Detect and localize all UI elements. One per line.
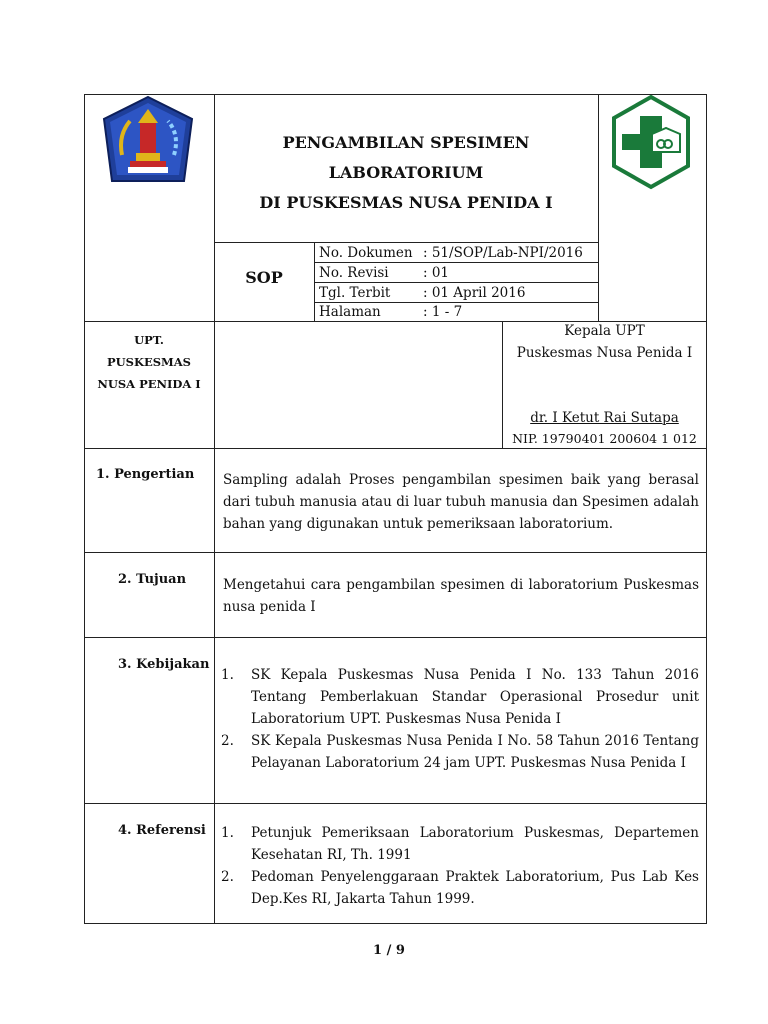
org-name (84, 329, 214, 395)
list-text: SK Kepala Puskesmas Nusa Penida I No. 58 Tahun 2016 Tentang Pelayanan Laboratorium 24 jam UPT. Puskesmas Nusa Penida I (251, 733, 699, 771)
title-divider (214, 242, 598, 243)
signature-column-divider (502, 321, 503, 449)
label-column-divider (214, 94, 215, 924)
meta-value: : 1 - 7 (423, 304, 463, 320)
meta-key: Halaman (319, 304, 381, 320)
kebijakan-bottom-line (84, 803, 706, 804)
org-line-1: UPT. (134, 333, 164, 347)
regency-emblem-icon (100, 95, 196, 187)
title-line-2: LABORATORIUM (328, 163, 484, 182)
list-item (221, 730, 699, 774)
tujuan-bottom-line (84, 637, 706, 638)
meta-row-dokumen (319, 244, 583, 262)
table-border-right (706, 94, 707, 924)
section-text-tujuan: Mengetahui cara pengambilan spesimen di laboratorium Puskesmas nusa penida I (223, 577, 699, 615)
meta-key: No. Revisi (319, 265, 389, 281)
sop-label: SOP (245, 268, 283, 287)
signature-bottom-line (84, 448, 706, 449)
meta-value: : 51/SOP/Lab-NPI/2016 (423, 245, 583, 261)
title-line-3: DI PUSKESMAS NUSA PENIDA I (259, 193, 553, 212)
section-label-referensi: 4. Referensi (118, 823, 206, 838)
meta-row-revisi (319, 264, 449, 282)
meta-value: : 01 (423, 265, 450, 281)
section-text-pengertian: Sampling adalah Proses pengambilan spesimen baik yang berasal dari tubuh manusia atau di luar tubuh manusia dan Spesimen adalah bahan yang digunakan untuk pemeriksaan laboratorium. (223, 472, 699, 532)
list-item (221, 664, 699, 730)
document-title (214, 128, 598, 218)
list-text: Pedoman Penyelenggaraan Praktek Laboratorium, Pus Lab Kes Dep.Kes RI, Jakarta Tahun 1999. (251, 869, 699, 907)
pengertian-bottom-line (84, 552, 706, 553)
signature-name: dr. I Ketut Rai Sutapa (530, 410, 679, 426)
signature-title-2: Puskesmas Nusa Penida I (516, 345, 693, 361)
list-text: SK Kepala Puskesmas Nusa Penida I No. 133 Tahun 2016 Tentang Pemberlakuan Standar Operasional Prosedur unit Laboratorium UPT. Puskesmas Nusa Penida I (251, 667, 699, 727)
list-text: Petunjuk Pemeriksaan Laboratorium Puskesmas, Departemen Kesehatan RI, Th. 1991 (251, 825, 699, 863)
meta-key: No. Dokumen (319, 245, 413, 261)
meta-row-terbit (319, 284, 525, 302)
header-bottom-line (84, 321, 706, 322)
meta-divider-2 (314, 282, 598, 283)
table-border-bottom (84, 923, 706, 924)
list-number: 1. (221, 667, 234, 683)
sop-column-divider (314, 242, 315, 322)
meta-key: Tgl. Terbit (319, 285, 391, 301)
list-item (221, 866, 699, 910)
table-border-left (84, 94, 85, 924)
section-label-tujuan: 2. Tujuan (118, 572, 187, 587)
list-item (221, 822, 699, 866)
signature-nip: NIP. 19790401 200604 1 012 (512, 431, 697, 446)
section-label-pengertian: 1. Pengertian (96, 467, 195, 482)
logo-column-divider (598, 94, 599, 322)
meta-value: : 01 April 2016 (423, 285, 526, 301)
list-number: 2. (221, 733, 234, 749)
signature-title-1: Kepala UPT (564, 323, 645, 339)
org-line-3: NUSA PENIDA I (97, 377, 201, 391)
meta-divider-1 (314, 262, 598, 263)
title-line-1: PENGAMBILAN SPESIMEN (282, 133, 530, 152)
org-line-2: PUSKESMAS (106, 355, 191, 369)
page-number: 1 / 9 (373, 943, 405, 958)
section-label-kebijakan: 3. Kebijakan (118, 657, 210, 672)
list-number: 1. (221, 825, 234, 841)
puskesmas-logo-icon (610, 94, 692, 190)
section-list-referensi (221, 822, 699, 910)
list-number: 2. (221, 869, 234, 885)
section-list-kebijakan (221, 664, 699, 774)
meta-row-halaman (319, 303, 462, 321)
